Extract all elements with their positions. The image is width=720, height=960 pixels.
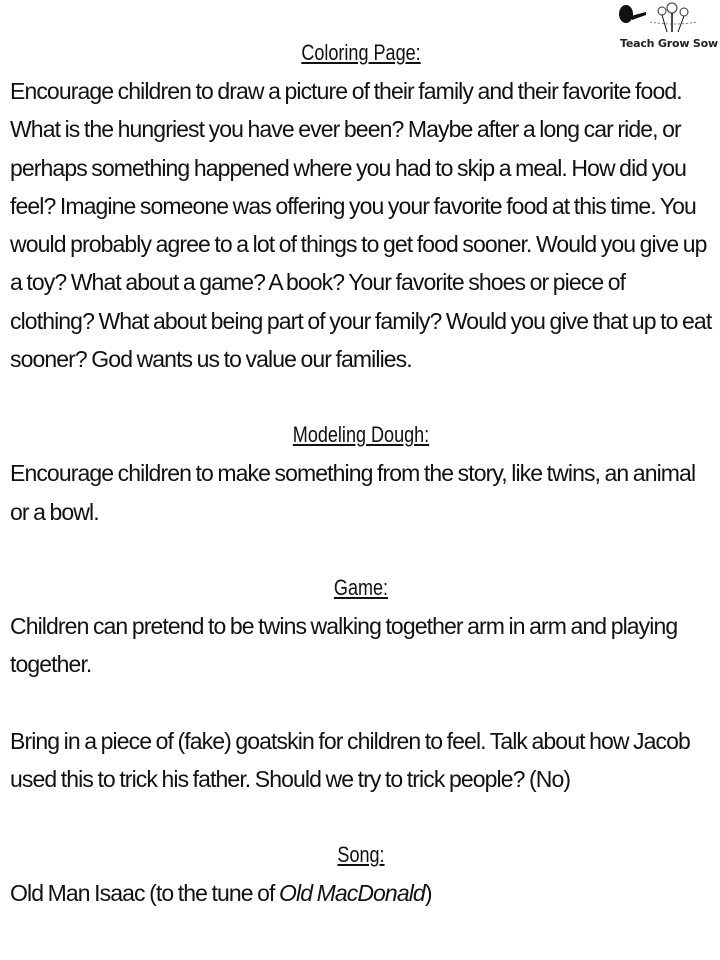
game-text: Children can pretend to be twins walking together arm in arm and playing together. bbox=[10, 612, 678, 678]
coloring-page-heading: Coloring Page: bbox=[301, 40, 421, 65]
coloring-page-text: Encourage children to draw a picture of their family and their favorite food. What is the hungriest you have ever been? Maybe after a long car ride, or perhaps something happened where you had to skip a meal. How did you feel? Imagine someone was offering you your favorite food at this time. You would probably agree to a lot of things to get food sooner. Would you give up a toy? What about a game? A book? Your favorite shoes or piece of clothing? What about being part of your family? Would you give that up to eat sooner? God wants us to value our families. bbox=[10, 78, 712, 373]
song-text bbox=[10, 874, 712, 912]
song-prefix: Old Man Isaac (to the tune of bbox=[10, 880, 279, 907]
logo-text: Teach Grow Sow bbox=[620, 37, 718, 50]
modeling-dough-text: Encourage children to make something from the story, like twins, an animal or a bowl. bbox=[10, 460, 696, 525]
song-tune-title: Old MacDonald bbox=[279, 880, 425, 907]
game-heading: Game: bbox=[333, 574, 389, 600]
modeling-dough-heading: Modeling Dough: bbox=[292, 422, 430, 448]
song-suffix: ) bbox=[424, 880, 432, 907]
document-body bbox=[10, 34, 712, 912]
goatskin-text: Bring in a piece of (fake) goatskin for children to feel. Talk about how Jacob used this to trick his father. Should we try to trick people? (No) bbox=[10, 727, 690, 792]
song-heading: Song: bbox=[337, 842, 385, 868]
